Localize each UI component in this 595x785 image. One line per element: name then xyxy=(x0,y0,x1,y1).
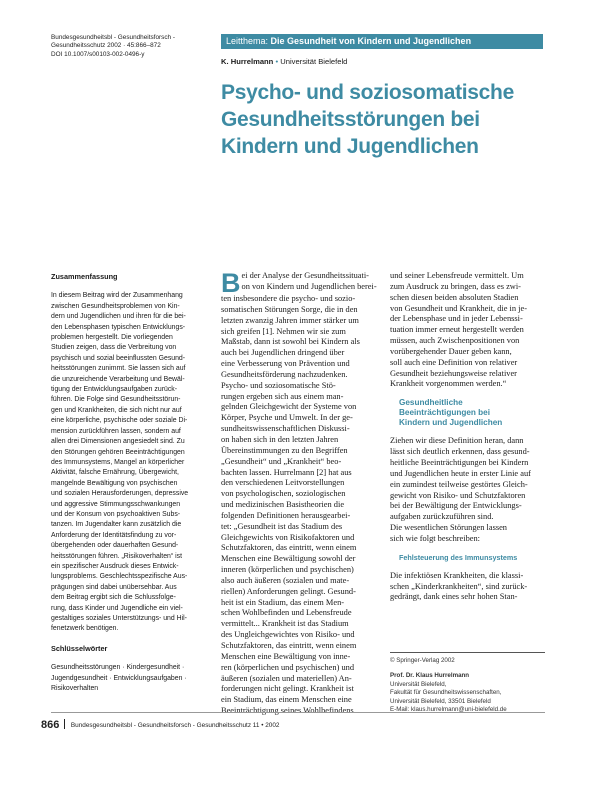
drop-cap: B xyxy=(221,268,241,298)
body-line: Menschen eine Bewältigung sowohl der xyxy=(221,554,356,564)
body-line: tet: „Gesundheit ist das Stadium des xyxy=(221,521,343,531)
footer-rule xyxy=(51,712,545,713)
body-line: rungen ergeben sich aus einem man- xyxy=(221,391,344,401)
body-line: bei der Bewältigung der Entwicklungs- xyxy=(390,501,522,511)
body-line: von Gesundheit und Krankheit, die in je- xyxy=(390,303,527,313)
abstract-line: heitsstörungen zunimmt. Sie lassen sich auf xyxy=(51,365,186,373)
abstract-line: zwischen Gesundheitsproblemen von Kin- xyxy=(51,302,180,310)
contact-line: Fakultät für Gesundheitswissenschaften, xyxy=(390,689,502,697)
footer-citation: Bundesgesundheitsbl - Gesundheitsforsch - Gesundheitsschutz 11 • 2002 xyxy=(70,722,280,729)
body-line: gelnden Gleichgewicht der Systeme von xyxy=(221,402,357,412)
body-line: und medizinischen Basistheorien die xyxy=(221,500,345,510)
abstract-line: mangelnde Bewältigung von psychischen xyxy=(51,479,178,487)
banner-label: Leitthema: xyxy=(226,36,269,46)
body-line: Die wesentlichen Störungen lassen xyxy=(390,523,507,533)
body-line: inneren (körperlichen und psychischen) xyxy=(221,565,354,575)
body-line: und seiner Lebensfreude vermittelt. Um xyxy=(390,271,524,280)
body-line: Menschen eine Bewältigung von inne- xyxy=(221,651,351,661)
body-line: Schutzfaktoren, das eintritt, wenn einem xyxy=(221,543,357,553)
body-line: forderungen nicht gelingt. Krankheit ist xyxy=(221,684,354,694)
contact-line: Universität Bielefeld, 33501 Bielefeld xyxy=(390,697,491,705)
body-line: soll auch eine Definition von relativer xyxy=(390,357,518,367)
author-affiliation: Universität Bielefeld xyxy=(280,57,348,66)
abstract-line: Anforderung der Identitätsfindung zu vor- xyxy=(51,531,177,539)
abstract-line: des Immunsystems, Mangel an körperlicher xyxy=(51,458,185,466)
abstract-line: lungsproblems. Geschlechtsspezifische Aus- xyxy=(51,573,188,581)
abstract-line: und sozialen Herausforderungen, depressive xyxy=(51,490,189,498)
body-line: Gesundheitsförderung nachzudenken. xyxy=(221,369,348,379)
body-line: on haben sich in den letzten Jahren xyxy=(221,434,339,444)
page-number: 866 xyxy=(41,719,60,731)
body-line: und Jugendlichen heute in erster Linie auf xyxy=(390,468,531,478)
body-line: eine Verbesserung von Prävention und xyxy=(221,359,350,369)
body-line: Die infektiösen Krankheiten, die klassi- xyxy=(390,570,524,580)
body-line: bachten lassen. Hurrelmann [2] hat aus xyxy=(221,467,352,477)
article-title xyxy=(221,79,551,160)
contact-box xyxy=(390,652,545,714)
abstract-line: den Lebensphasen typischen Entwicklungs- xyxy=(51,323,186,331)
abstract-line: tigung der Entwicklungsaufgaben zurück- xyxy=(51,386,178,394)
abstract-line: mension zurückführen lassen, sondern auf xyxy=(51,427,181,435)
body-line: müssen, auch Zwischenpositionen von xyxy=(390,336,520,346)
abstract-line: rung, dass Kinder und Jugendliche ein viel- xyxy=(51,604,183,612)
body-line: Maßstab, dann ist sowohl bei Kindern als xyxy=(221,337,360,347)
body-line: Gleichgewichts von Risikofaktoren und xyxy=(221,532,355,542)
body-column-2 xyxy=(390,271,548,603)
body-line: Gesundheit beziehungsweise relativer xyxy=(390,368,517,378)
body-line: letzten zwanzig Jahren immer stärker um xyxy=(221,315,359,325)
author-name: K. Hurrelmann xyxy=(221,57,274,66)
body-line: riellen) Anforderungen gelingt. Gesund- xyxy=(221,586,356,596)
title-line: Gesundheitsstörungen bei xyxy=(221,108,480,131)
body-line: ten insbesondere die psycho- und sozio- xyxy=(221,294,356,303)
journal-meta xyxy=(51,34,175,59)
abstract-line: problemen hergestellt. Die vorliegenden xyxy=(51,334,173,342)
body-line: zum Ausdruck zu bringen, dass es zwi- xyxy=(390,281,521,291)
abstract-sidebar xyxy=(51,272,211,694)
keywords-heading: Schlüsselwörter xyxy=(51,643,108,653)
abstract-line: den Störungen gehören Beeinträchtigungen xyxy=(51,448,185,456)
keyword-line: Gesundheitsstörungen · Kindergesundheit · xyxy=(51,664,185,672)
body-line: sich wie folgt beschreiben: xyxy=(390,533,481,543)
body-line: Schutzfaktoren, das eintritt, wenn einem xyxy=(221,641,357,650)
banner-topic: Die Gesundheit von Kindern und Jugendlichen xyxy=(270,36,472,46)
abstract-heading: Zusammenfassung xyxy=(51,272,118,281)
abstract-line: tanzen. Im Jugendalter kann zusätzlich die xyxy=(51,521,182,529)
body-line: gedrängt, dank eines sehr hohen Stan- xyxy=(390,592,518,602)
keyword-line: Jugendgesundheit · Entwicklungsaufgaben · xyxy=(51,674,187,682)
copyright-note: © Springer-Verlag 2002 xyxy=(390,657,455,664)
body-line: Beeinträchtigung seines Wohlbefindens xyxy=(221,706,354,716)
subsection-heading: Fehlsteuerung des Immunsystems xyxy=(399,552,518,562)
body-line: gewicht von Risiko- und Schutzfaktoren xyxy=(390,490,526,500)
abstract-text xyxy=(51,291,211,634)
body-line: on von Kindern und Jugendlichen berei- xyxy=(241,281,377,291)
abstract-line: eine körperliche, psychische oder soziale Di- xyxy=(51,417,188,425)
abstract-line: Aktivität, falsche Ernährung, Übergewicht, xyxy=(51,469,179,477)
body-line: Krankheit vorgenommen werden.“ xyxy=(390,379,507,389)
body-line: somatischen Störungen Sorge, die in den xyxy=(221,304,358,314)
body-line: Psycho- und soziosomatische Stö- xyxy=(221,380,336,390)
body-line: „Gesundheit“ und „Krankheit“ beo- xyxy=(221,456,342,466)
keyword-line: Risikoverhalten xyxy=(51,685,99,693)
body-line: schen „Kinderkrankheiten“, sind zurück- xyxy=(390,581,528,591)
body-line: auch bei Jugendlichen dringend über xyxy=(221,348,345,358)
body-line: heitliche Beeinträchtigungen bei Kindern xyxy=(390,457,529,467)
abstract-line: dem Beitrag ergibt sich die Schlussfolge- xyxy=(51,594,176,602)
contact-line: Universität Bielefeld, xyxy=(390,680,447,688)
contact-name: Prof. Dr. Klaus Hurrelmann xyxy=(390,672,470,680)
body-line: ei der Analyse der Gesundheitssituati- xyxy=(241,271,369,280)
body-line: den verschiedenen Leitvorstellungen xyxy=(221,478,345,488)
body-line: Körper, Psyche und Umwelt. In der ge- xyxy=(221,413,353,423)
body-line: tuation immer erneut hergestellt werden xyxy=(390,325,524,335)
section-heading-line: Gesundheitliche xyxy=(399,398,463,408)
abstract-line: allen drei Dimensionen angesiedelt sind. Zu xyxy=(51,438,185,446)
abstract-line: In diesem Beitrag wird der Zusammenhang xyxy=(51,292,183,300)
body-line: lässt sich deutlich erkennen, dass gesund- xyxy=(390,447,530,457)
section-heading xyxy=(399,398,548,428)
body-line: äußeren (sozialen und materiellen) An- xyxy=(221,673,352,683)
abstract-line: und der Konsum von psychoaktiven Subs- xyxy=(51,510,181,518)
body-line: der Lebensphase und in jeder Lebenssi- xyxy=(390,314,523,324)
author-bullet: • xyxy=(275,57,279,66)
title-line: Kindern und Jugendlichen xyxy=(221,135,479,158)
body-line: folgenden Definitionen herausgearbei- xyxy=(221,510,351,520)
abstract-line: psychisch und sozial beeinflussten Gesund- xyxy=(51,354,186,362)
abstract-line: gestaltiges soziales Unterstützungs- und Hil- xyxy=(51,615,187,622)
title-line: Psycho- und soziosomatische xyxy=(221,81,514,104)
abstract-line: ein spezifischer Ausdruck dieses Entwick- xyxy=(51,562,179,570)
body-line: Ziehen wir diese Definition heran, dann xyxy=(390,436,524,446)
body-line: ein zumindest teilweise gestörtes Gleich- xyxy=(390,479,528,489)
body-line: ein Stadium, das einem Menschen eine xyxy=(221,695,352,705)
keywords-text xyxy=(51,663,211,694)
body-line: schen diesen beiden absoluten Stadien xyxy=(390,292,519,302)
section-heading-line: Beeinträchtigungen bei xyxy=(399,408,490,418)
section-heading-line: Kindern und Jugendlichen xyxy=(399,418,503,428)
body-line: vermittelt... Krankheit ist das Stadium xyxy=(221,619,349,629)
topic-banner xyxy=(221,34,543,49)
body-line: aufgaben zurückzuführen sind. xyxy=(390,512,494,522)
body-column-1 xyxy=(221,268,382,717)
page-footer xyxy=(41,719,279,731)
meta-line: Bundesgesundheitsbl - Gesundheitsforsch - xyxy=(51,34,175,41)
body-line: schen Wohlbefinden und Lebensfreude xyxy=(221,608,352,618)
body-line: ren (körperlichen und psychischen) und xyxy=(221,662,355,672)
body-line: Übereinstimmungen zu den Begriffen xyxy=(221,445,348,455)
abstract-line: prägungen sind dabei unübersehbar. Aus xyxy=(51,583,177,591)
abstract-line: fenetzwerk benötigen. xyxy=(51,625,119,633)
body-line: vorübergehender Dauer geben kann, xyxy=(390,346,512,356)
abstract-line: die unzureichende Verarbeitung und Bewäl- xyxy=(51,375,185,383)
abstract-line: Studien zeigen, dass die Verbreitung von xyxy=(51,344,177,352)
body-line: also auch äußeren (sozialen und mate- xyxy=(221,575,350,585)
body-line: sundheitswissenschaftlichen Diskussi- xyxy=(221,424,350,434)
abstract-line: und aggressive Stimmungsschwankungen xyxy=(51,500,181,508)
abstract-line: dern und Jugendlichen und ihren für die bei- xyxy=(51,313,186,321)
body-line: des Ungleichgewichtes von Risiko- und xyxy=(221,630,355,640)
author-line xyxy=(221,57,347,66)
body-line: von psychologischen, soziologischen xyxy=(221,489,346,499)
meta-line: Gesundheitsschutz 2002 · 45:866–872 xyxy=(51,42,161,50)
meta-line: DOI 10.1007/s00103-002-0496-y xyxy=(51,50,145,58)
footer-separator xyxy=(64,719,65,729)
contact-line: E-Mail: klaus.hurrelmann@uni-bielefeld.de xyxy=(390,706,507,714)
abstract-line: gen und Krankheiten, die sich nicht nur auf xyxy=(51,406,182,414)
abstract-line: übergehenden oder dauerhaften Gesund- xyxy=(51,542,179,550)
abstract-line: heitsstörungen führen. „Risikoverhalten“ ist xyxy=(51,552,182,560)
body-line: heit ist ein Stadium, das einem Men- xyxy=(221,597,345,607)
abstract-line: führen. Die Folge sind Gesundheitsstörun- xyxy=(51,396,181,404)
body-line: sich greifen [1]. Nehmen wir sie zum xyxy=(221,326,346,336)
